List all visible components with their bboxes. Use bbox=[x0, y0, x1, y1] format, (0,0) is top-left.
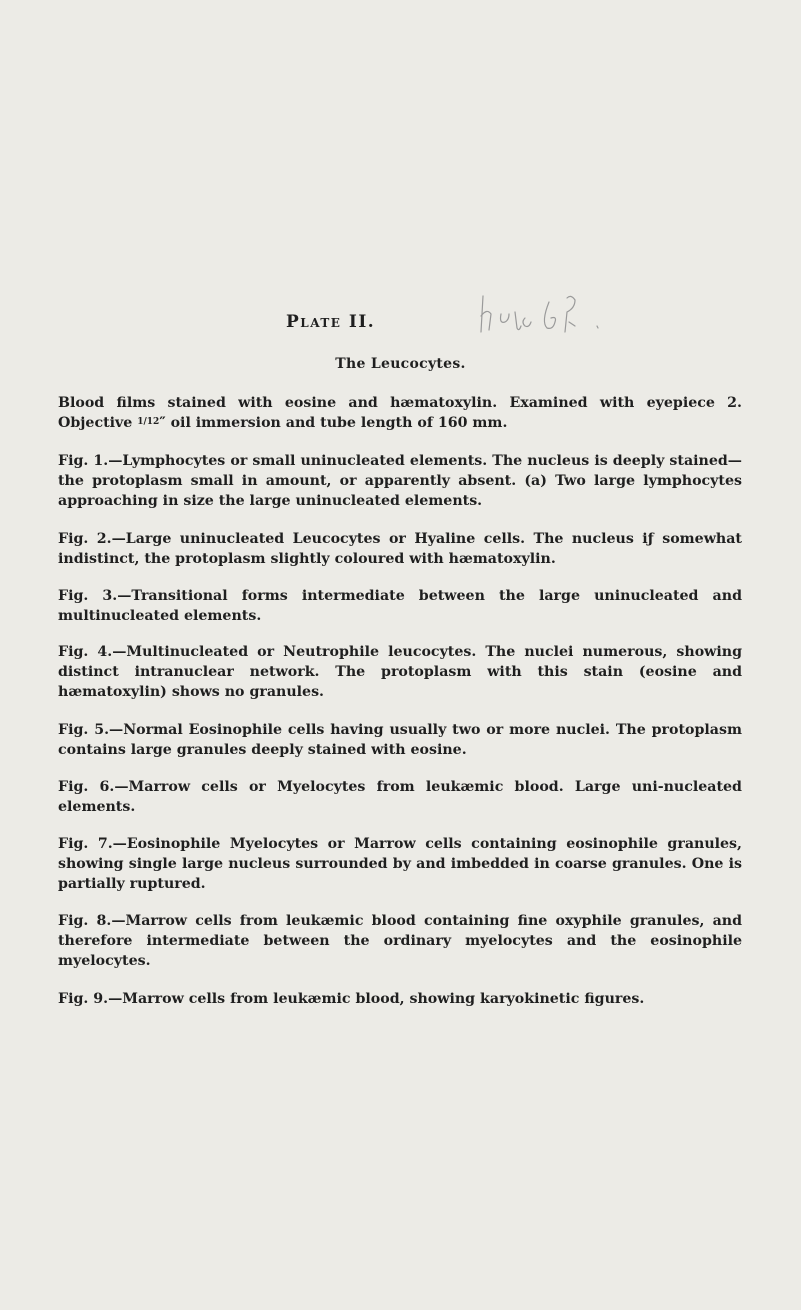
figure-description: —Marrow cells from leukæmic blood containing fine oxyphile granules, and therefore intermediate between the ordinary myelocytes and the eosinophile myelocytes. bbox=[58, 913, 742, 970]
figure-caption-7 bbox=[58, 834, 742, 895]
figure-label: Fig. 8. bbox=[58, 913, 112, 929]
figure-label: Fig. 9. bbox=[58, 991, 109, 1007]
figure-caption-5 bbox=[58, 720, 742, 760]
figure-label: Fig. 7. bbox=[58, 836, 113, 852]
plate-subtitle: The Leucocytes. bbox=[335, 356, 466, 372]
figure-description: —Marrow cells from leukæmic blood, showing karyokinetic figures. bbox=[108, 991, 645, 1007]
plate-title: Plate II. bbox=[286, 312, 376, 332]
figure-caption-3 bbox=[58, 586, 742, 626]
handwritten-annotation bbox=[471, 292, 611, 342]
figure-label: Fig. 5. bbox=[58, 722, 110, 738]
figure-caption-2 bbox=[58, 529, 742, 569]
figure-caption-8 bbox=[58, 911, 742, 972]
figure-description: —Multinucleated or Neutrophile leucocytes. The nuclei numerous, showing distinct intranuclear network. The protoplasm with this stain (eosine and hæmatoxylin) shows no granules. bbox=[58, 644, 742, 701]
figure-caption-4 bbox=[58, 642, 742, 703]
figure-caption-9 bbox=[58, 989, 742, 1009]
figure-caption-6 bbox=[58, 777, 742, 817]
figure-description: —Lymphocytes or small uninucleated elements. The nucleus is deeply stained—the protoplasm small in amount, or apparently absent. (a) Two large lymphocytes approaching in size the large uninucleated elements. bbox=[58, 453, 742, 510]
figure-description: —Eosinophile Myelocytes or Marrow cells containing eosinophile granules, showing single large nucleus surrounded by and imbedded in coarse granules. One is partially ruptured. bbox=[58, 836, 742, 893]
figure-description: —Large uninucleated Leucocytes or Hyaline cells. The nucleus iƒ somewhat indistinct, the protoplasm slightly coloured with hæmatoxylin. bbox=[58, 531, 742, 568]
figure-description: —Normal Eosinophile cells having usually two or more nuclei. The protoplasm contains large granules deeply stained with eosine. bbox=[58, 722, 742, 759]
figure-description: —Transitional forms intermediate between the large uninucleated and multinucleated elements. bbox=[58, 588, 742, 625]
figure-label: Fig. 6. bbox=[58, 779, 115, 795]
objective-fraction: 1/12 bbox=[137, 417, 160, 428]
figure-label: Fig. 4. bbox=[58, 644, 113, 660]
intro-text-start: Blood films stained with eosine and hæmatoxylin. Examined with eyepiece 2. Objective bbox=[58, 395, 742, 432]
figure-label: Fig. 3. bbox=[58, 588, 118, 604]
intro-paragraph bbox=[58, 393, 742, 433]
figure-caption-1 bbox=[58, 451, 742, 512]
figure-label: Fig. 2. bbox=[58, 531, 112, 547]
intro-text-end: ″ oil immersion and tube length of 160 mm. bbox=[159, 415, 508, 432]
figure-description: —Marrow cells or Myelocytes from leukæmic blood. Large uni-nucleated elements. bbox=[58, 779, 742, 816]
figure-label: Fig. 1. bbox=[58, 453, 109, 469]
